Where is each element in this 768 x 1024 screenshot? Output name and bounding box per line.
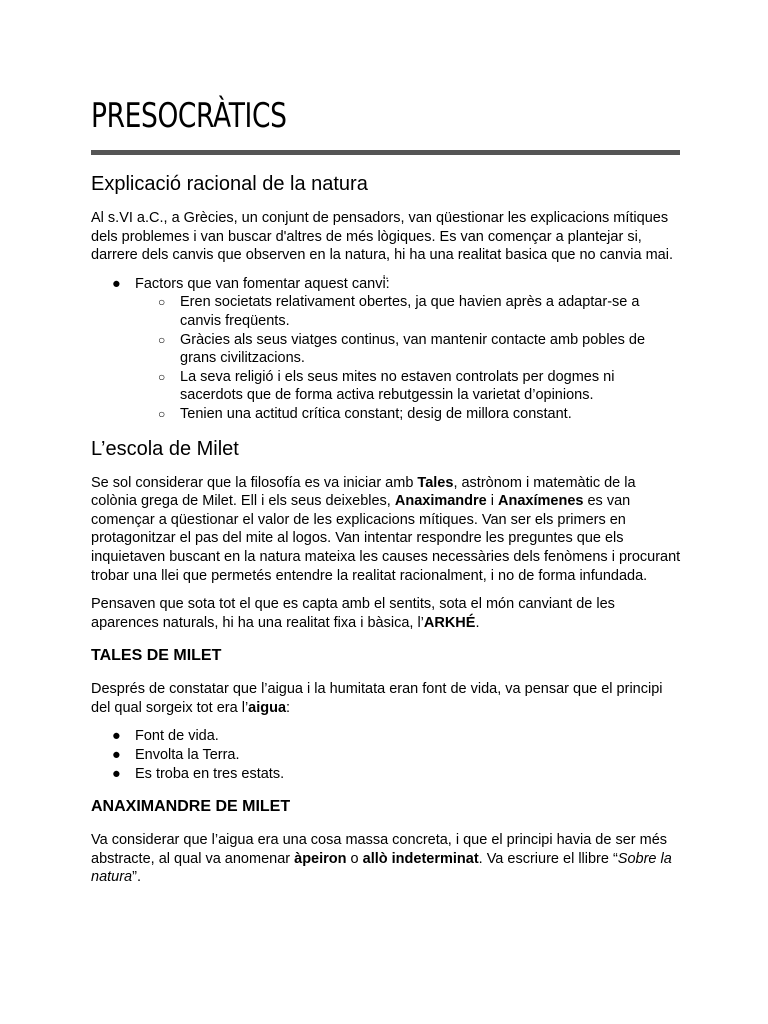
list-item [135, 405, 681, 424]
bullet-icon: ● [112, 765, 121, 782]
paragraph-tales: Després de constatar que l’aigua i la humitata eran font de vida, va pensar que el principi del qual sorgeix tot era l’aigua: [91, 681, 663, 716]
list-item-text: Factors que van fomentar aquest canvi̇̈: [135, 275, 390, 292]
document-body [91, 171, 681, 887]
section-heading-explicacio: Explicació racional de la natura [91, 173, 368, 195]
bullet-icon: ● [112, 728, 121, 745]
factors-sublist [135, 293, 681, 423]
list-item [91, 727, 681, 746]
section-heading-anaximandre: ANAXIMANDRE DE MILET [91, 798, 291, 816]
list-item-text: Eren societats relativament obertes, ja que havien après a adaptar-se a canvis freqüents. [180, 294, 640, 329]
term-arkhe: ARKHÉ [423, 614, 476, 631]
paragraph-milet-1: Se sol considerar que la filosofía es va iniciar amb Tales, astrònom i matemàtic de la colònia grega de Milet. Ell i els seus deixebles, Anaximandre i Anaxímenes es van començar a qüestionar el valor de les explicacions mítiques. Van ser els primers en protagonitzar el pas del mite al logos. Van intentar respondre les preguntes que els inquietaven buscant en la natura mateixa les causes necessàries dels fenòmens i procurant trobar una llei que permetés entendre la realitat racionalment, i no de forma infundada. [91, 474, 681, 584]
list-item [135, 293, 681, 330]
list-item-text: Es troba en tres estats. [135, 765, 285, 782]
paragraph-anaximandre: Va considerar que l’aigua era una cosa massa concreta, i que el principi havia de ser més abstracte, al qual va anomenar àpeiron o allò indeterminat. Va escriure el llibre “Sobre la natura”. [91, 832, 672, 886]
term-aigua: aigua [248, 699, 287, 716]
page-title: PRESOCRÀTICS [91, 96, 287, 136]
paragraph-milet-2: Pensaven que sota tot el que es capta amb el sentits, sota el món canviant de les aparences naturals, hi ha una realitat fixa i bàsica, l’ARKHÉ. [91, 596, 615, 631]
circle-bullet-icon: ○ [158, 295, 166, 310]
list-item [91, 746, 681, 765]
list-item-text: Gràcies als seus viatges continus, van mantenir contacte amb pobles de grans civilitzacions. [180, 331, 646, 367]
list-item [91, 275, 681, 424]
circle-bullet-icon: ○ [158, 332, 166, 347]
section-heading-tales: TALES DE MILET [91, 647, 222, 665]
circle-bullet-icon: ○ [158, 406, 166, 421]
list-item [91, 765, 681, 784]
list-item-text: Font de vida. [135, 728, 219, 745]
paragraph-intro: Al s.VI a.C., a Grècies, un conjunt de pensadors, van qüestionar les explicacions mítiques dels problemes i van buscar d'altres de més lògiques. Es van començar a plantejar si, darrere dels canvis que observen en la natura, hi ha una realitat basica que no canvia mai. [91, 210, 673, 264]
book-title: Sobre la natura [91, 850, 672, 886]
name-anaximandre: Anaximandre [394, 493, 487, 510]
list-item [135, 331, 681, 368]
list-item-text: Tenien una actitud crítica constant; desig de millora constant. [180, 405, 572, 422]
section-heading-milet: L’escola de Milet [91, 437, 239, 460]
term-indeterminat: allò indeterminat [362, 850, 479, 867]
list-item-text: La seva religió i els seus mites no estaven controlats per dogmes ni sacerdots que de forma activa rebutgessin la varietat d’opinions. [180, 368, 615, 404]
list-item [135, 368, 681, 405]
name-anaximenes: Anaxímenes [498, 493, 584, 510]
bullet-icon: ● [112, 747, 121, 764]
factors-list [91, 275, 681, 424]
list-item-text: Envolta la Terra. [135, 747, 240, 764]
tales-list [91, 727, 681, 783]
name-tales: Tales [417, 474, 454, 491]
title-divider [91, 150, 680, 155]
bullet-icon: ● [112, 275, 121, 292]
term-apeiron: àpeiron [294, 850, 347, 867]
circle-bullet-icon: ○ [158, 369, 166, 384]
